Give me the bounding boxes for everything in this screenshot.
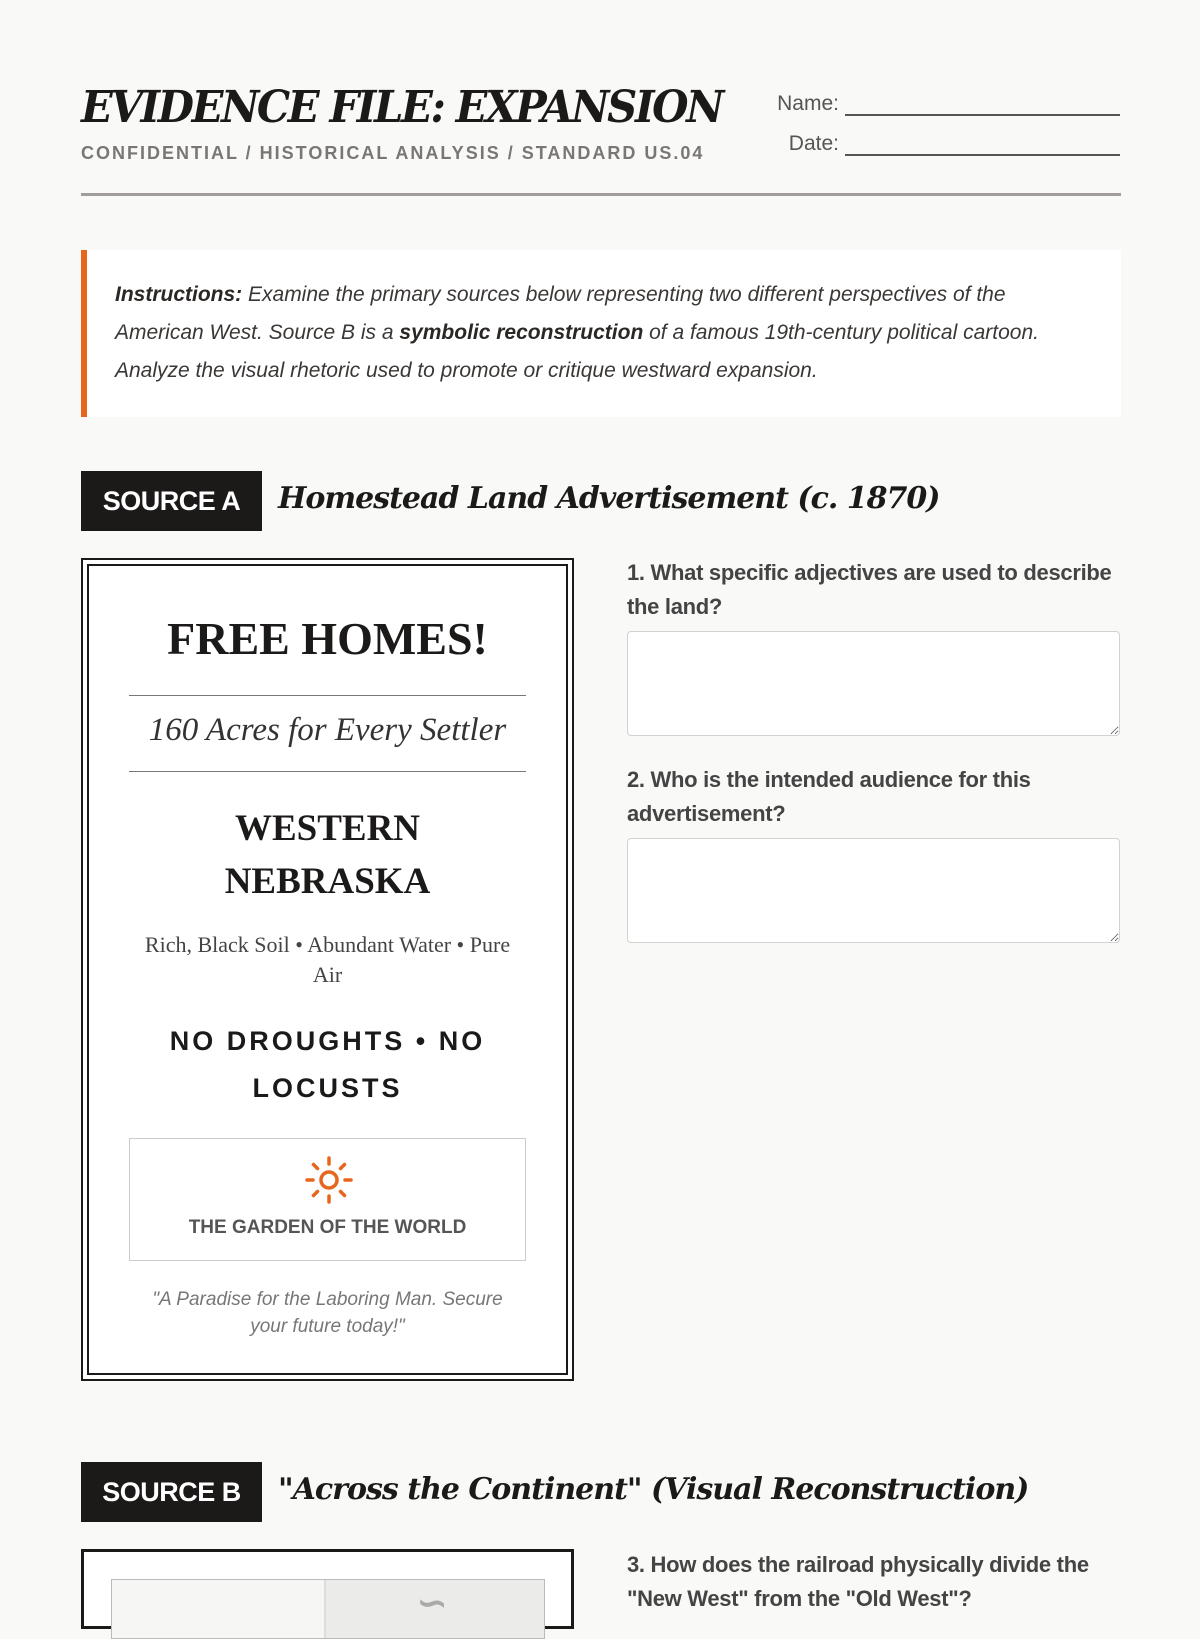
ad-features: Rich, Black Soil • Abundant Water • Pure Air <box>144 932 511 987</box>
date-line[interactable] <box>845 138 1120 156</box>
instructions-text-2: of a famous 19th-century political cartoon. Analyze the visual rhetoric used to promote or critique westward expansion. <box>115 321 1039 382</box>
ad-quote: "A Paradise for the Laboring Man. Secure your future today!" <box>152 1289 503 1337</box>
ad-divider <box>129 771 526 772</box>
instructions-box <box>81 250 1121 417</box>
cartoon-reconstruction <box>81 1549 574 1629</box>
page-subtitle: CONFIDENTIAL / HISTORICAL ANALYSIS / STANDARD US.04 <box>81 143 705 163</box>
instructions-lead: Instructions: <box>115 283 243 306</box>
name-line[interactable] <box>845 98 1120 116</box>
source-a-badge: SOURCE A <box>81 471 262 531</box>
source-a-title: Homestead Land Advertisement (c. 1870) <box>278 481 940 516</box>
ad-headline: FREE HOMES! <box>167 613 488 664</box>
ad-tagline: 160 Acres for Every Settler <box>148 712 507 748</box>
ad-emblem <box>129 1138 526 1261</box>
ad-divider <box>129 695 526 696</box>
question-1: 1. What specific adjectives are used to describe the land? <box>627 560 1112 619</box>
smoke-icon: ∽ <box>417 1582 448 1623</box>
answer-1-input[interactable] <box>627 631 1120 736</box>
question-2: 2. Who is the intended audience for this advertisement? <box>627 767 1031 826</box>
instructions-text: Examine the primary sources below representing two different perspectives of the American West. Source B is a <box>115 283 1006 344</box>
emblem-text: THE GARDEN OF THE WORLD <box>188 1217 467 1238</box>
instructions-emphasis: symbolic reconstruction <box>399 321 644 344</box>
header-divider <box>81 193 1121 196</box>
source-b-badge: SOURCE B <box>81 1462 262 1522</box>
question-3: 3. How does the railroad physically divide the "New West" from the "Old West"? <box>627 1552 1089 1611</box>
sun-icon <box>304 1155 354 1205</box>
ad-claims: NO DROUGHTS • NO LOCUSTS <box>169 1026 486 1103</box>
homestead-advertisement <box>81 558 574 1381</box>
page-title: EVIDENCE FILE: EXPANSION <box>81 82 722 133</box>
source-b-title: "Across the Continent" (Visual Reconstruction) <box>278 1472 1029 1507</box>
name-label: Name: <box>777 92 839 115</box>
name-field[interactable] <box>777 92 1120 116</box>
ad-region: WESTERN NEBRASKA <box>224 808 431 902</box>
answer-2-input[interactable] <box>627 838 1120 943</box>
cartoon-scene <box>111 1579 545 1639</box>
date-field[interactable] <box>789 132 1120 156</box>
date-label: Date: <box>788 132 839 155</box>
